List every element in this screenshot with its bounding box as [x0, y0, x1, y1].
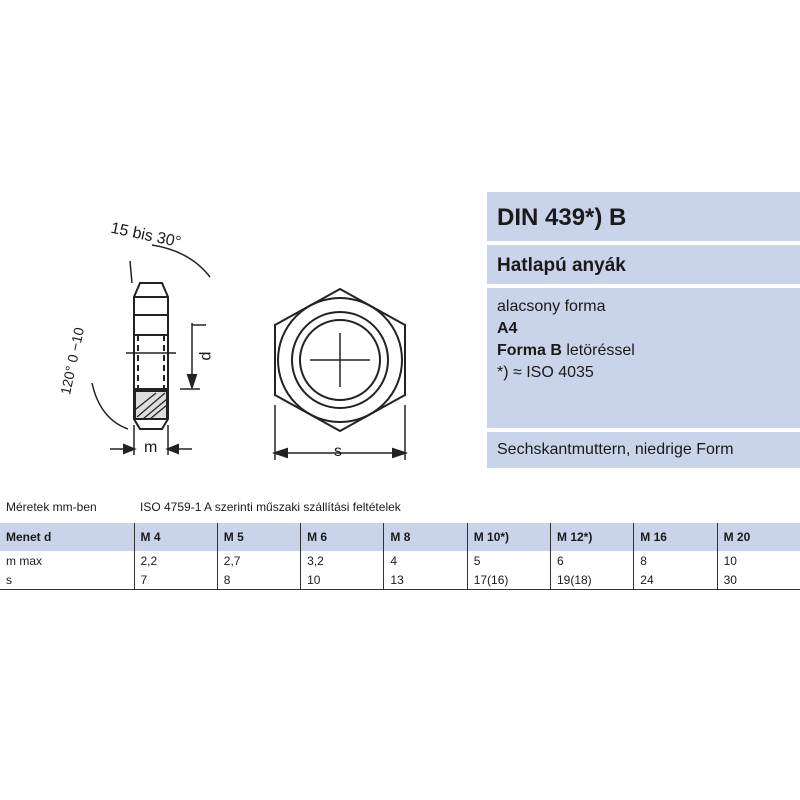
- tolerance-label: 120° 0 −10: [57, 325, 88, 397]
- table-cell: 4: [384, 551, 467, 570]
- description-line-2: A4: [497, 320, 518, 337]
- product-title: DIN 439*) B: [487, 192, 800, 241]
- standard-note: ISO 4759-1 A szerinti műszaki szállítási feltételek: [140, 500, 401, 514]
- table-cell: s: [0, 570, 134, 590]
- table-header: M 10*): [467, 523, 550, 551]
- table-cell: 8: [634, 551, 717, 570]
- form-label: Forma B: [497, 342, 562, 359]
- table-cell: 2,7: [217, 551, 300, 570]
- table-header: M 8: [384, 523, 467, 551]
- german-name: Sechskantmuttern, niedrige Form: [487, 432, 800, 468]
- table-cell: m max: [6, 553, 42, 568]
- table-header: M 4: [134, 523, 217, 551]
- d-label: d: [197, 351, 215, 361]
- table-cell: 2,2: [134, 551, 217, 570]
- table-header: M 5: [217, 523, 300, 551]
- table-header: Menet d: [0, 523, 134, 551]
- table-header-row: [0, 523, 800, 551]
- table-header: M 12*): [550, 523, 633, 551]
- table-cell: 19(18): [550, 570, 633, 590]
- table-header: M 6: [301, 523, 384, 551]
- s-label: s: [334, 443, 342, 460]
- description-line-3: [497, 340, 790, 362]
- product-description: [487, 288, 800, 428]
- table-header: M 20: [717, 523, 800, 551]
- form-detail: letöréssel: [561, 342, 635, 359]
- table-cell: 30: [717, 570, 800, 590]
- table-cell: 24: [634, 570, 717, 590]
- table-cell: 13: [384, 570, 467, 590]
- side-view: [92, 245, 210, 455]
- table-cell: 10: [301, 570, 384, 590]
- description-line-4: *) ≈ ISO 4035: [497, 364, 594, 381]
- table-cell: 17(16): [467, 570, 550, 590]
- table-cell: 3,2: [301, 551, 384, 570]
- front-view: [275, 289, 405, 460]
- product-subtitle: Hatlapú anyák: [487, 245, 800, 284]
- angle-label: 15 bis 30°: [109, 219, 183, 252]
- dimension-table: [0, 523, 800, 590]
- table-cell: 7: [134, 570, 217, 590]
- table-cell: 8: [217, 570, 300, 590]
- units-note: Méretek mm-ben: [6, 500, 97, 514]
- technical-drawing: [40, 205, 430, 475]
- table-cell: 6: [550, 551, 633, 570]
- table-row: [0, 570, 800, 590]
- description-line-1: alacsony forma: [497, 298, 606, 315]
- table-header: M 16: [634, 523, 717, 551]
- nut-drawing-svg: [40, 205, 430, 475]
- table-cell: 10: [717, 551, 800, 570]
- m-label: m: [144, 439, 158, 456]
- table-row: [0, 551, 800, 570]
- table-cell: 5: [467, 551, 550, 570]
